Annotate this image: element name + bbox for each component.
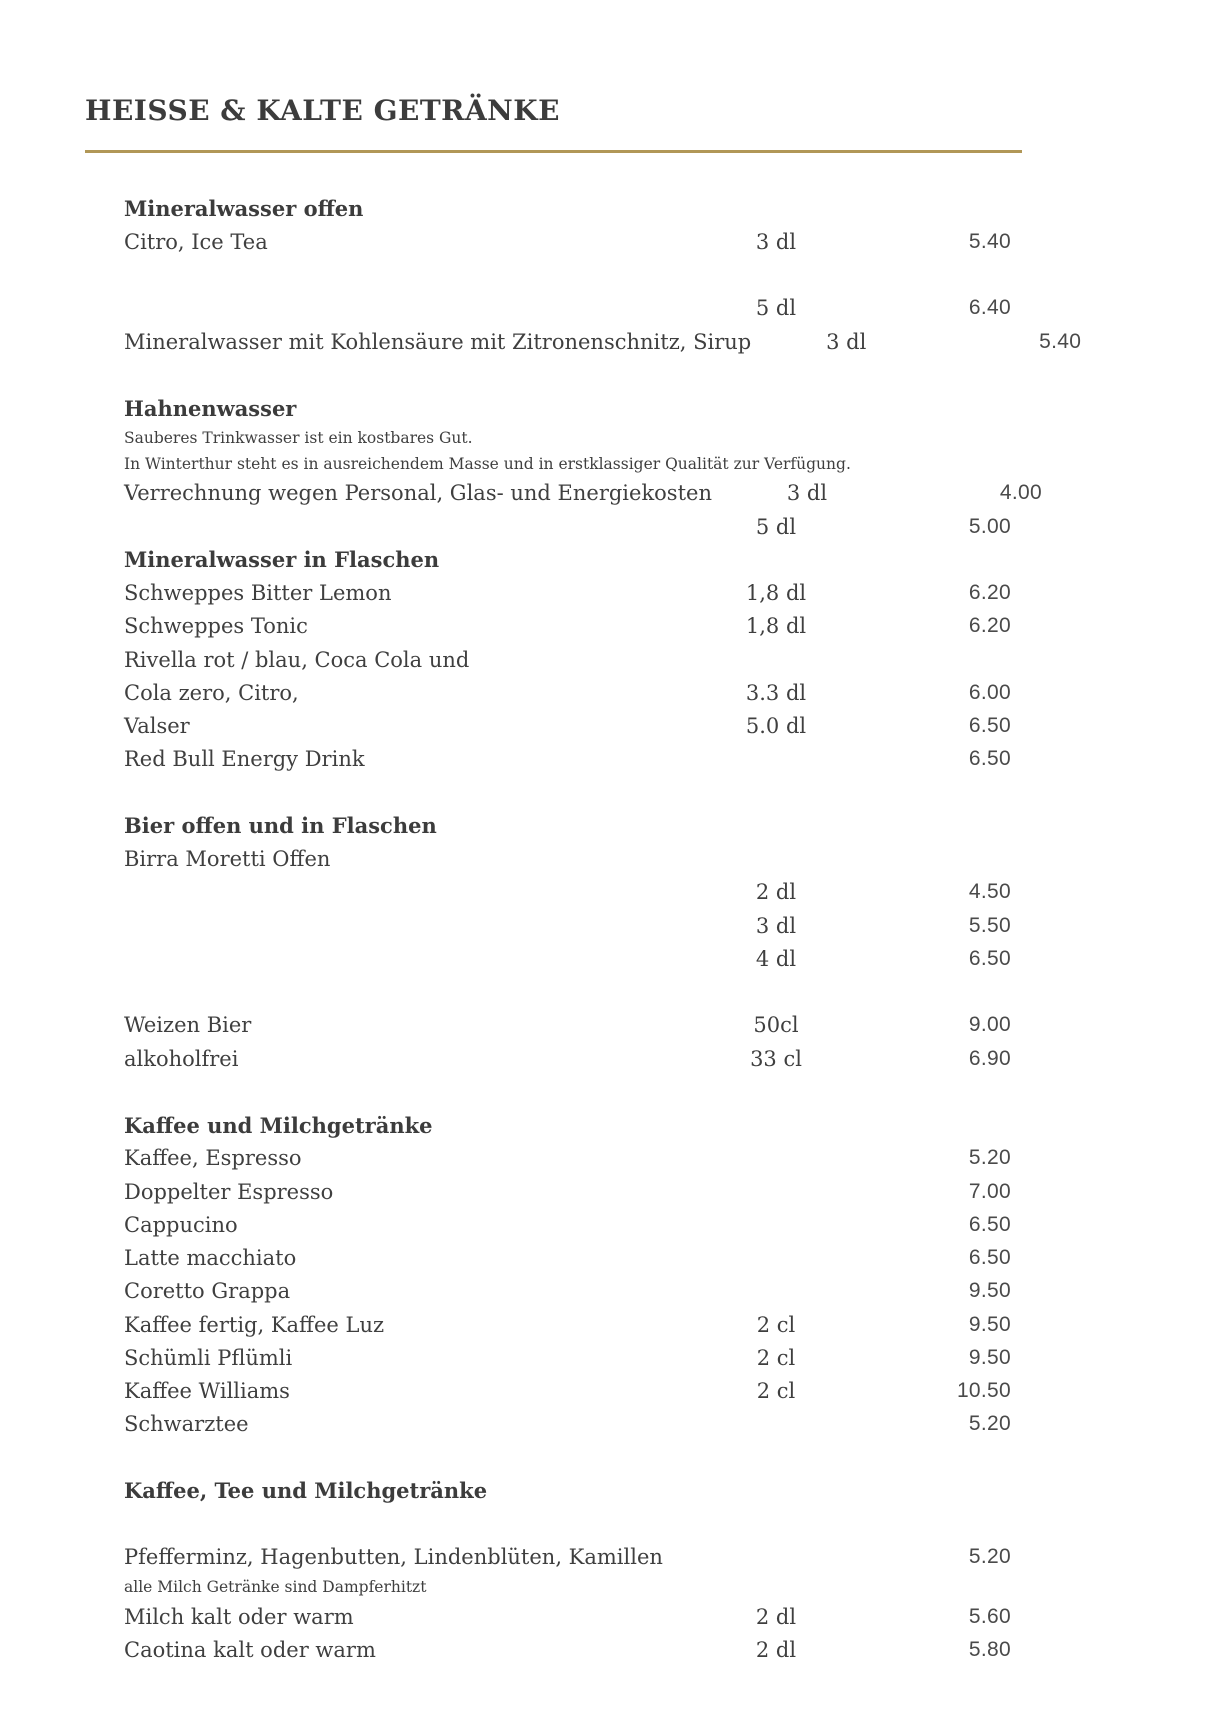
item-price: 6.50 [968, 1246, 1011, 1270]
spacer-row [124, 1441, 1011, 1474]
item-price: 9.50 [968, 1279, 1011, 1303]
item-name: Citro, Ice Tea [124, 229, 268, 254]
item-name: Milch kalt oder warm [124, 1604, 354, 1629]
menu-item-row [124, 1175, 1011, 1208]
menu-item-row [124, 325, 1082, 358]
item-price: 6.90 [968, 1046, 1011, 1070]
item-size: 5 dl [755, 296, 797, 321]
menu-item-row [124, 843, 1011, 876]
item-size: 2 cl [756, 1312, 796, 1337]
section-header: Bier offen und in Flaschen [124, 813, 437, 839]
item-price: 6.20 [968, 614, 1011, 638]
item-size: 2 cl [756, 1379, 796, 1404]
item-price: 5.00 [968, 514, 1011, 538]
menu-item-row [124, 1242, 1011, 1275]
menu-item-row [124, 577, 1011, 610]
menu-item-row [124, 1275, 1011, 1308]
item-price: 5.50 [968, 913, 1011, 937]
item-note: alle Milch Getränke sind Dampferhitzt [124, 1578, 427, 1596]
item-name: Verrechnung wegen Personal, Glas- und Energiekosten [124, 481, 712, 506]
menu-item-row [124, 1208, 1011, 1241]
item-price: 5.20 [968, 1545, 1011, 1569]
item-price: 6.00 [968, 680, 1011, 704]
item-name: Pfefferminz, Hagenbutten, Lindenblüten, Kamillen [124, 1545, 663, 1570]
item-size: 1,8 dl [745, 614, 807, 639]
menu-item-row [124, 676, 1011, 709]
menu-item-row [124, 1541, 1011, 1574]
item-name: Weizen Bier [124, 1013, 252, 1038]
menu-item-row [124, 876, 1011, 909]
page-title: HEISSE & KALTE GETRÄNKE [85, 94, 560, 127]
section-header: Mineralwasser in Flaschen [124, 547, 440, 573]
item-price: 6.50 [968, 714, 1011, 738]
item-size: 3 dl [755, 913, 797, 938]
item-name: Mineralwasser mit Kohlensäure mit Zitronenschnitz, Sirup [124, 329, 752, 354]
item-price: 6.50 [968, 946, 1011, 970]
item-price: 6.20 [968, 581, 1011, 605]
section-header: Mineralwasser offen [124, 196, 364, 222]
section-header: Kaffee und Milchgetränke [124, 1112, 433, 1138]
menu-section [124, 192, 1082, 392]
item-name: alkoholfrei [124, 1046, 239, 1071]
menu-section [124, 1109, 1011, 1475]
spacer-row [124, 259, 1011, 292]
item-price: 5.60 [968, 1604, 1011, 1628]
menu-item-row [124, 710, 1011, 743]
item-size: 2 dl [755, 880, 797, 905]
item-price: 4.00 [999, 481, 1042, 505]
menu-item-row [124, 743, 1011, 776]
item-name: Doppelter Espresso [124, 1179, 334, 1204]
item-size: 3 dl [826, 329, 867, 354]
menu-item-row [124, 292, 1011, 325]
menu-item-row [124, 1408, 1011, 1441]
section-header: Hahnenwasser [124, 395, 297, 421]
menu-item-row [124, 1009, 1011, 1042]
item-name: Latte macchiato [124, 1246, 297, 1271]
item-price: 7.00 [968, 1179, 1011, 1203]
item-size: 2 dl [755, 1637, 797, 1662]
spacer-row [124, 358, 1011, 391]
item-size: 5.0 dl [745, 714, 807, 739]
menu-item-row [124, 610, 1011, 643]
menu [85, 192, 1082, 1667]
menu-item-row [124, 1341, 1011, 1374]
item-price: 5.40 [968, 229, 1011, 253]
spacer-row [124, 1508, 1011, 1541]
item-price: 10.50 [956, 1379, 1011, 1403]
item-price: 6.40 [968, 296, 1011, 320]
item-size: 3 dl [786, 481, 828, 506]
item-size: 5 dl [755, 514, 797, 539]
item-size: 3 dl [755, 229, 797, 254]
item-size: 1,8 dl [745, 581, 807, 606]
item-name: Valser [124, 714, 190, 739]
item-note: Sauberes Trinkwasser ist ein kostbares Gut. [124, 428, 473, 447]
menu-item-row [124, 1600, 1011, 1633]
item-name: Schümli Pflümli [124, 1345, 293, 1370]
item-name: Kaffee Williams [124, 1379, 290, 1404]
item-name: Birra Moretti Offen [124, 847, 331, 872]
item-price: 9.00 [968, 1013, 1011, 1037]
item-price: 6.50 [968, 1212, 1011, 1236]
item-price: 6.50 [968, 747, 1011, 771]
menu-section [124, 1474, 1011, 1666]
menu-item-row [124, 1633, 1011, 1666]
item-size: 4 dl [755, 946, 797, 971]
spacer-row [124, 776, 1011, 809]
item-size: 2 dl [755, 1604, 797, 1629]
item-name: Kaffee fertig, Kaffee Luz [124, 1312, 385, 1337]
item-name: Rivella rot / blau, Coca Cola und [124, 647, 470, 672]
item-name: Cola zero, Citro, [124, 680, 299, 705]
menu-item-row [124, 643, 1011, 676]
item-price: 5.20 [968, 1412, 1011, 1436]
item-size: 50cl [753, 1013, 799, 1038]
item-price: 5.80 [968, 1637, 1011, 1661]
item-name: Caotina kalt oder warm [124, 1637, 376, 1662]
item-name: Coretto Grappa [124, 1279, 291, 1304]
item-name: Schweppes Bitter Lemon [124, 581, 392, 606]
menu-item-row [124, 1308, 1011, 1341]
item-name: Red Bull Energy Drink [124, 747, 365, 772]
item-price: 5.40 [1039, 329, 1082, 353]
item-size: 3.3 dl [745, 680, 807, 705]
spacer-row [124, 1075, 1011, 1108]
title-divider [85, 150, 1022, 153]
item-name: Schweppes Tonic [124, 614, 308, 639]
item-price: 9.50 [968, 1312, 1011, 1336]
item-size: 33 cl [750, 1046, 802, 1071]
item-price: 9.50 [968, 1345, 1011, 1369]
menu-section [124, 392, 1042, 544]
item-name: Schwarztee [124, 1412, 249, 1437]
menu-item-row [124, 477, 1042, 510]
menu-section [124, 809, 1011, 1108]
item-name: Cappucino [124, 1212, 238, 1237]
item-name: Kaffee, Espresso [124, 1146, 302, 1171]
item-note: In Winterthur steht es in ausreichendem Masse und in erstklassiger Qualität zur Verfügung. [124, 454, 851, 473]
menu-item-row [124, 1142, 1011, 1175]
item-price: 4.50 [968, 880, 1011, 904]
menu-item-row [124, 942, 1011, 975]
item-price: 5.20 [968, 1146, 1011, 1170]
menu-section [124, 543, 1011, 809]
item-size: 2 cl [756, 1345, 796, 1370]
menu-item-row [124, 1375, 1011, 1408]
menu-item-row [124, 510, 1011, 543]
menu-item-row [124, 225, 1011, 258]
menu-item-row [124, 1042, 1011, 1075]
section-header: Kaffee, Tee und Milchgetränke [124, 1478, 488, 1504]
menu-item-row [124, 909, 1011, 942]
spacer-row [124, 976, 1011, 1009]
